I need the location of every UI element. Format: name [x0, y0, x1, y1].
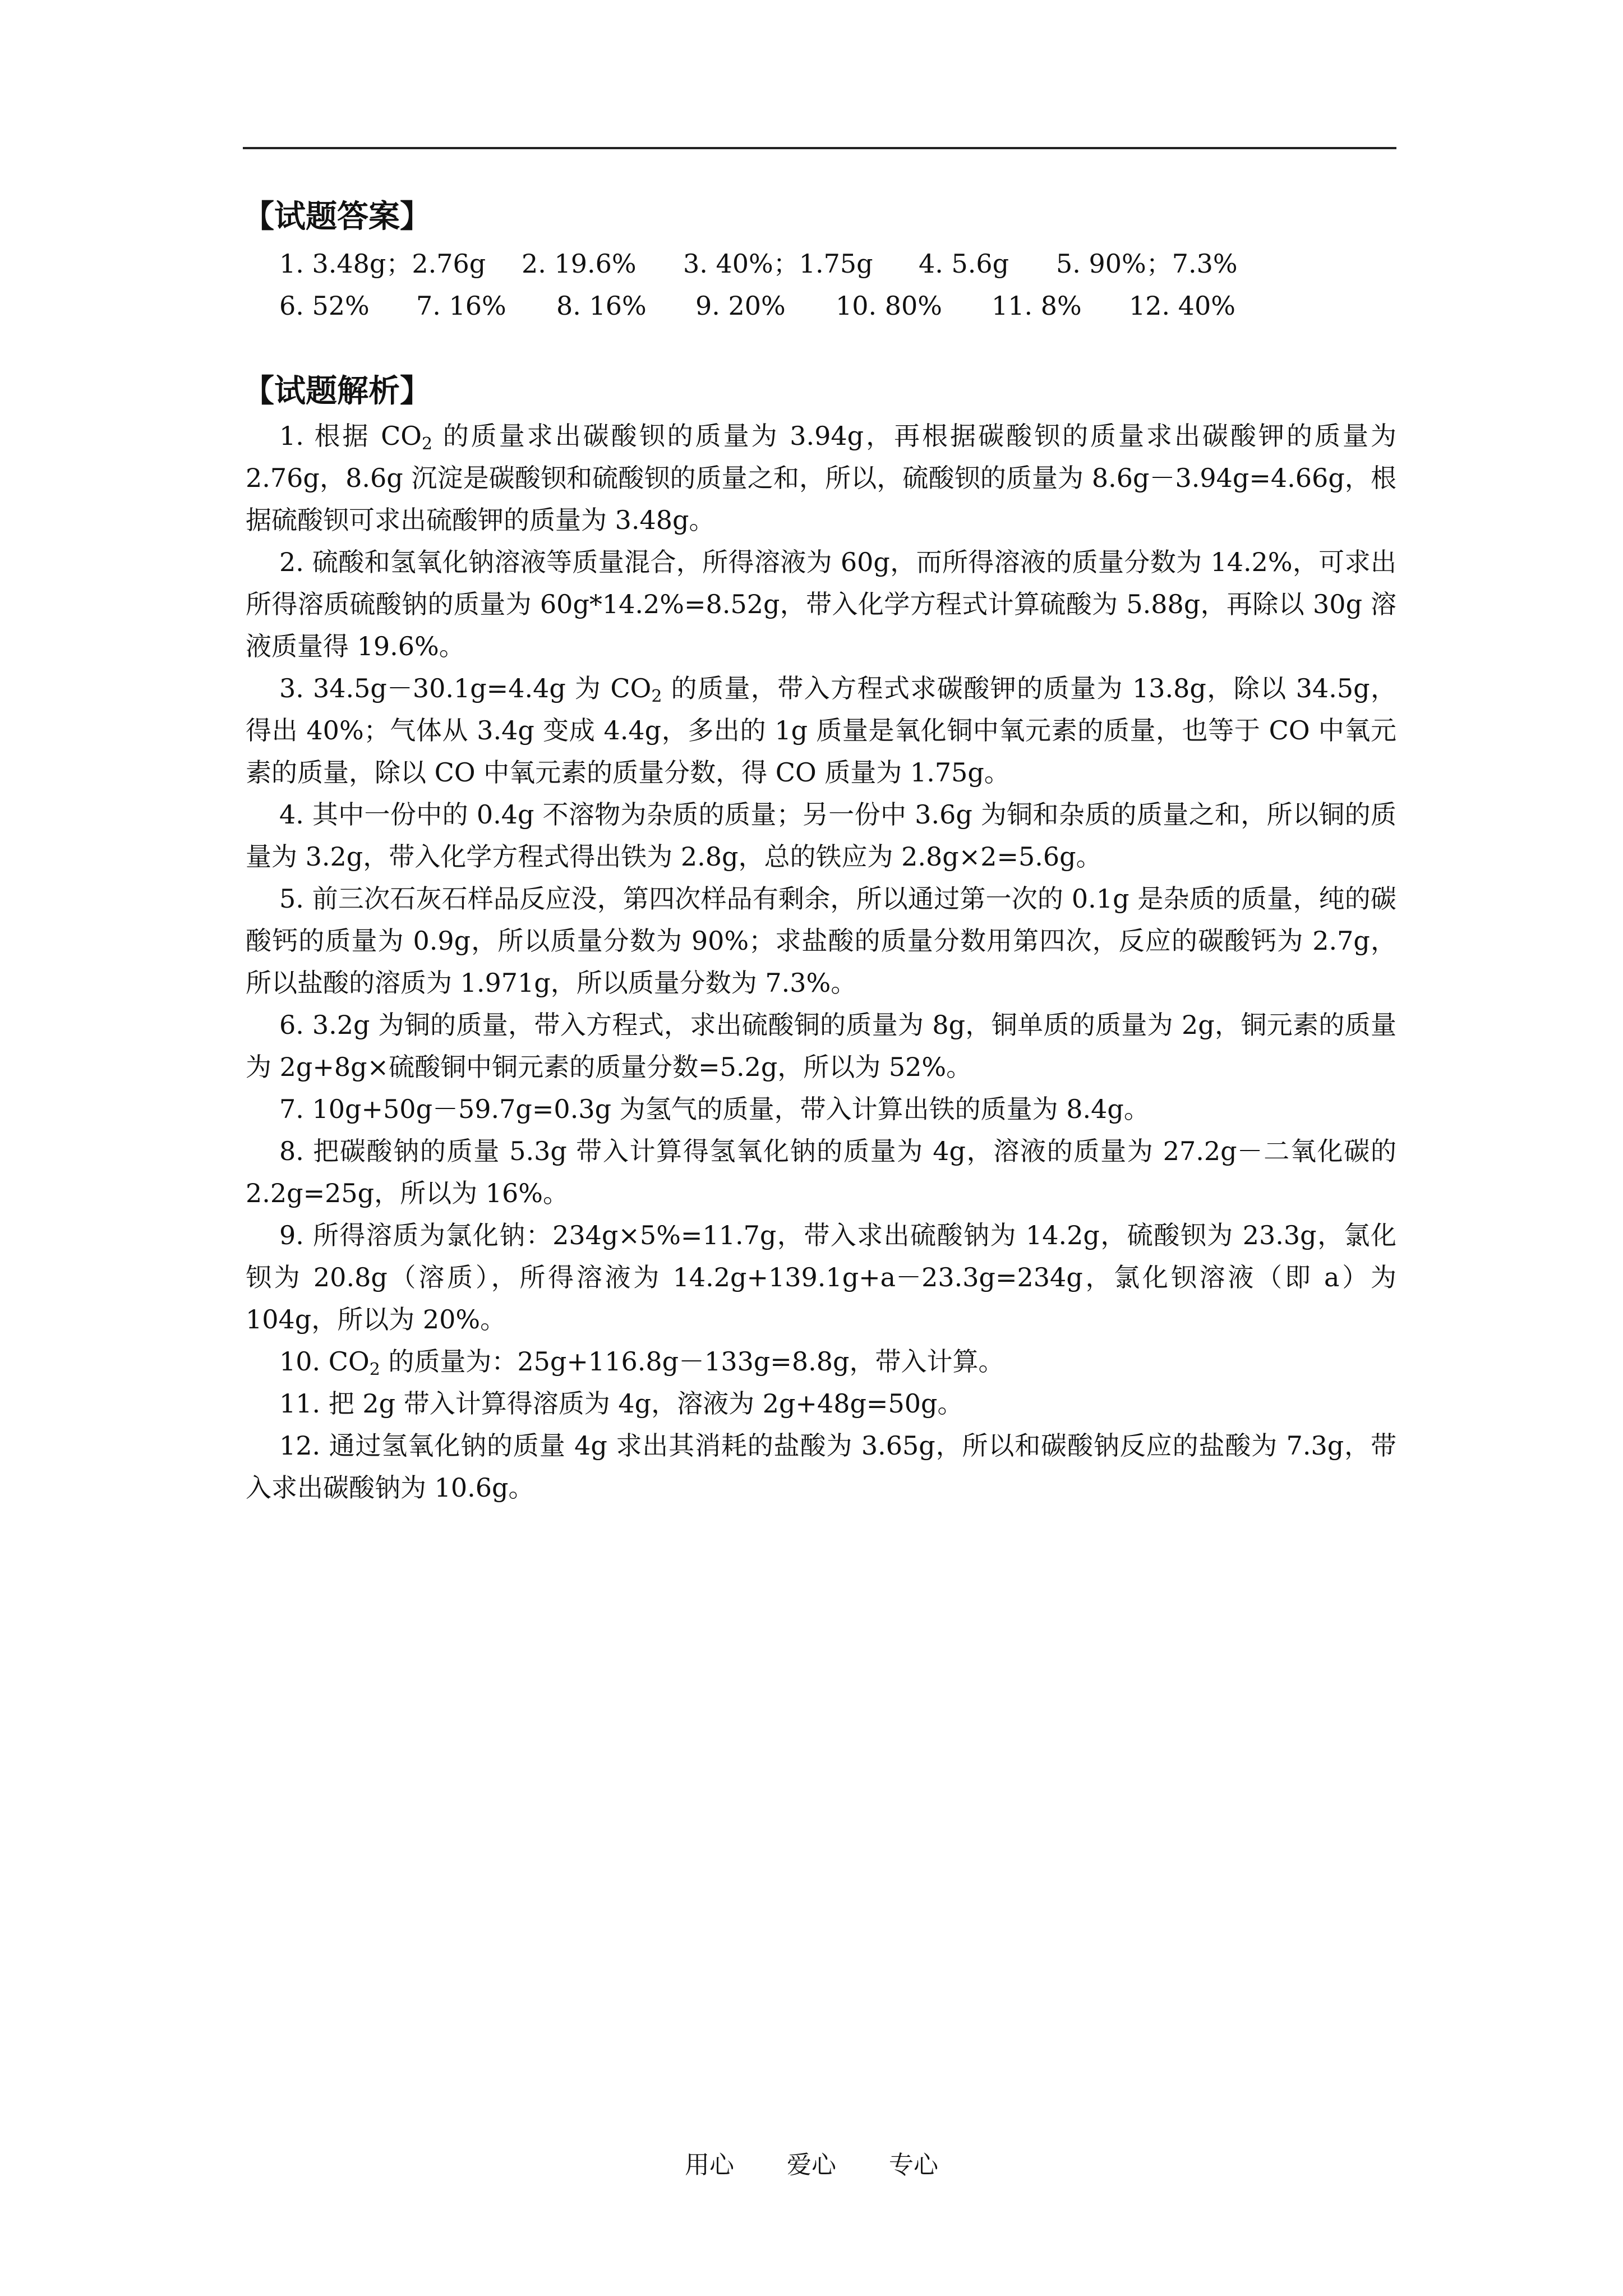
analysis-paragraph-1: 1. 根据 $CO_2$ 的质量求出碳酸钡的质量为 3.94g，再根据碳酸钡的质量求出碳酸钾的质量为 2.76g，8.6g 沉淀是碳酸钡和硫酸钡的质量之和，所以，硫酸钡的质量为 8.6g－3.94g=4.66g，根据硫酸钡可求出硫酸钾的质量为 3.48g。	[246, 421, 1396, 535]
analysis-paragraph-6: 6. 3.2g 为铜的质量，带入方程式，求出硫酸铜的质量为 8g，铜单质的质量为 2g，铜元素的质量为 2g+8g×硫酸铜中铜元素的质量分数=5.2g，所以为 52%。	[246, 1010, 1396, 1082]
answer-item: 3. 40%；1.75g	[683, 249, 873, 279]
footer-text: 用心	[685, 2151, 734, 2179]
analysis-paragraph-10: 10. $CO_2$ 的质量为：25g+116.8g－133g=8.8g，带入计算。	[279, 1346, 1004, 1379]
answer-item: 1. 3.48g；2.76g	[279, 249, 486, 279]
analysis-paragraph-11: 11. 把 2g 带入计算得溶质为 4g，溶液为 2g+48g=50g。	[279, 1388, 963, 1419]
answer-item: 6. 52%	[279, 291, 370, 321]
analysis-paragraph-12: 12. 通过氢氧化钠的质量 4g 求出其消耗的盐酸为 3.65g，所以和碳酸钠反应的盐酸为 7.3g，带入求出碳酸钠为 10.6g。	[246, 1430, 1396, 1503]
analysis-paragraph-3: 3. 34.5g－30.1g=4.4g 为 $CO_2$ 的质量，带入方程式求碳酸钾的质量为 13.8g，除以 34.5g，得出 40%；气体从 3.4g 变成 4.4g，多出的 1g 质量是氧化铜中氧元素的质量，也等于 CO 中氧元素的质量，除以 CO 中氧元素的质量分数，得 CO 质量为 1.75g。	[246, 673, 1397, 788]
analysis-title: 【试题解析】	[243, 373, 431, 409]
header-rule	[243, 147, 1396, 149]
analysis-paragraph-4: 4. 其中一份中的 0.4g 不溶物为杂质的质量；另一份中 3.6g 为铜和杂质的质量之和，所以铜的质量为 3.2g，带入化学方程式得出铁为 2.8g，总的铁应为 2.8g×2=5.6g。	[246, 799, 1396, 872]
answer-item: 2. 19.6%	[522, 249, 637, 279]
answer-item: 9. 20%	[695, 291, 786, 321]
analysis-paragraph-5: 5. 前三次石灰石样品反应没，第四次样品有剩余，所以通过第一次的 0.1g 是杂质的质量，纯的碳酸钙的质量为 0.9g，所以质量分数为 90%；求盐酸的质量分数用第四次，反应的碳酸钙为 2.7g，所以盐酸的溶质为 1.971g，所以质量分数为 7.3%。	[246, 884, 1396, 998]
page-footer	[0, 2148, 1623, 2182]
analysis-paragraph-8: 8. 把碳酸钠的质量 5.3g 带入计算得氢氧化钠的质量为 4g，溶液的质量为 27.2g－二氧化碳的 2.2g=25g，所以为 16%。	[246, 1136, 1396, 1208]
footer-text: 专心	[889, 2151, 938, 2179]
analysis-paragraph-7: 7. 10g+50g－59.7g=0.3g 为氢气的质量，带入计算出铁的质量为 8.4g。	[279, 1094, 1150, 1124]
analysis-body	[246, 415, 1396, 1509]
answer-item: 7. 16%	[416, 291, 506, 321]
answer-item: 12. 40%	[1129, 291, 1236, 321]
answer-item: 5. 90%；7.3%	[1056, 249, 1238, 279]
footer-text: 爱心	[787, 2151, 836, 2179]
answer-item: 8. 16%	[556, 291, 647, 321]
answer-item: 11. 8%	[992, 291, 1082, 321]
answer-item: 10. 80%	[836, 291, 943, 321]
answers-title: 【试题答案】	[243, 199, 431, 235]
answer-item: 4. 5.6g	[919, 249, 1009, 279]
analysis-paragraph-9: 9. 所得溶质为氯化钠：234g×5%=11.7g，带入求出硫酸钠为 14.2g，硫酸钡为 23.3g，氯化钡为 20.8g（溶质），所得溶液为 14.2g+139.1g+a－23.3g=234g，氯化钡溶液（即 a）为 104g，所以为 20%。	[246, 1220, 1396, 1335]
analysis-paragraph-2: 2. 硫酸和氢氧化钠溶液等质量混合，所得溶液为 60g，而所得溶液的质量分数为 14.2%，可求出所得溶质硫酸钠的质量为 60g*14.2%=8.52g，带入化学方程式计算硫酸为 5.88g，再除以 30g 溶液质量得 19.6%。	[246, 547, 1396, 661]
